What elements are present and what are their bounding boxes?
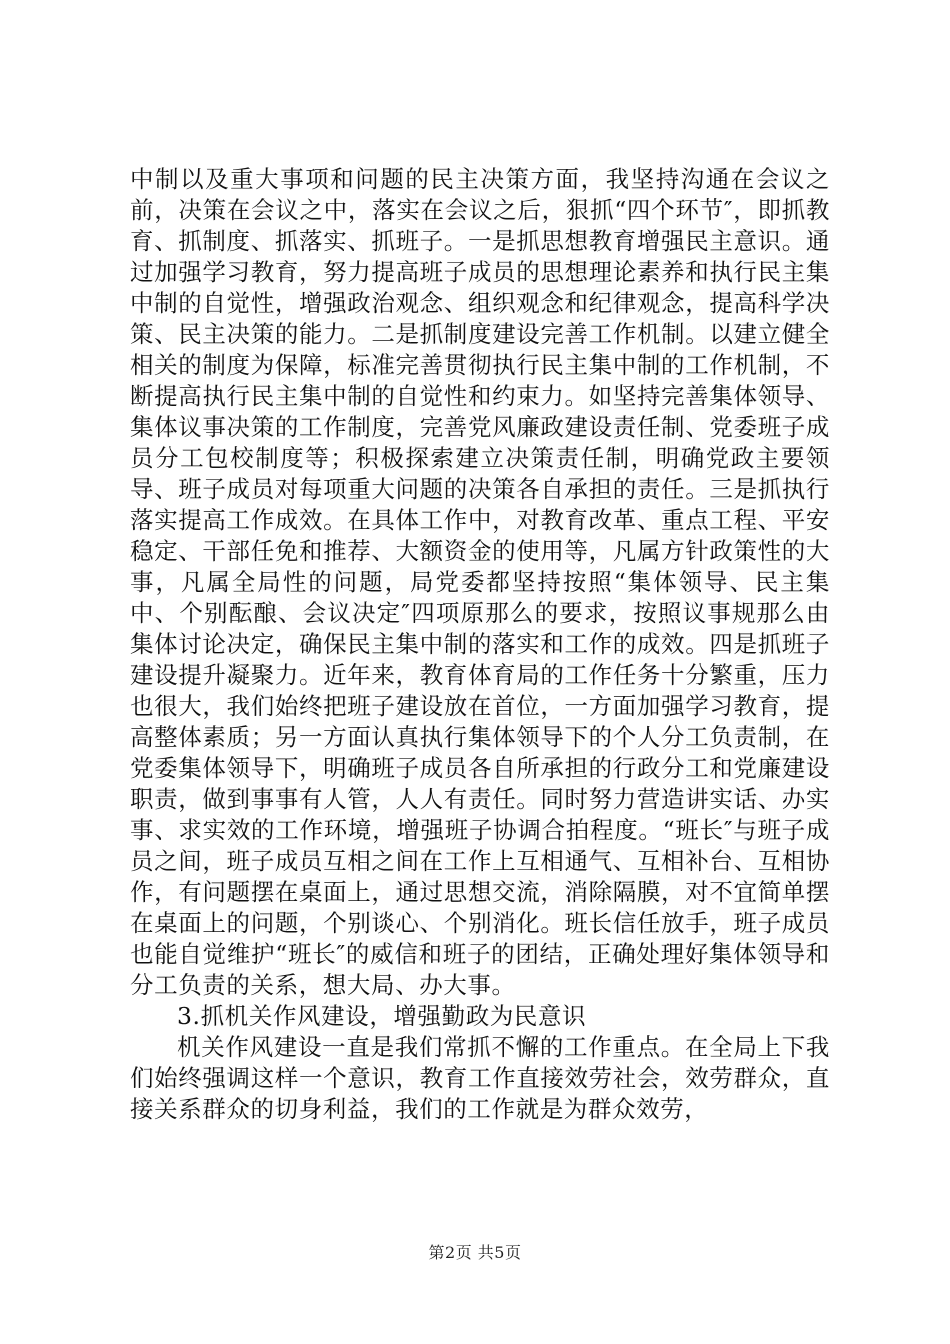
body-paragraph-1: 中制以及重大事项和问题的民主决策方面，我坚持沟通在会议之前，决策在会议之中，落实在会议之后，狠抓“四个环节″，即抓教育、抓制度、抓落实、抓班子。一是抓思想教育增强民主意识。通过加强学习教育，努力提高班子成员的思想理论素养和执行民主集中制的自觉性，增强政治观念、组织观念和纪律观念，提高科学决策、民主决策的能力。二是抓制度建设完善工作机制。以建立健全相关的制度为保障，标准完善贯彻执行民主集中制的工作机制，不断提高执行民主集中制的自觉性和约束力。如坚持完善集体领导、集体议事决策的工作制度，完善党风廉政建设责任制、党委班子成员分工包校制度等；积极探索建立决策责任制，明确党政主要领导、班子成员对每项重大问题的决策各自承担的责任。三是抓执行落实提高工作成效。在具体工作中，对教育改革、重点工程、平安稳定、干部任免和推荐、大额资金的使用等，凡属方针政策性的大事，凡属全局性的问题，局党委都坚持按照“集体领导、民主集中、个别酝酿、会议决定″四项原那么的要求，按照议事规那么由集体讨论决定，确保民主集中制的落实和工作的成效。四是抓班子建设提升凝聚力。近年来，教育体育局的工作任务十分繁重，压力也很大，我们始终把班子建设放在首位，一方面加强学习教育，提高整体素质；另一方面认真执行集体领导下的个人分工负责制，在党委集体领导下，明确班子成员各自所承担的行政分工和党廉建设职责，做到事事有人管，人人有责任。同时努力营造讲实话、办实事、求实效的工作环境，增强班子协调合拍程度。“班长″与班子成员之间，班子成员互相之间在工作上互相通气、互相补台、互相协作，有问题摆在桌面上，通过思想交流，消除隔膜，对不宜简单摆在桌面上的问题，个别谈心、个别消化。班长信任放手，班子成员也能自觉维护“班长″的威信和班子的团结，正确处理好集体领导和分工负责的关系，想大局、办大事。 <box>130 165 830 999</box>
body-paragraph-2: 机关作风建设一直是我们常抓不懈的工作重点。在全局上下我们始终强调这样一个意识，教育工作直接效劳社会，效劳群众，直接关系群众的切身利益，我们的工作就是为群众效劳， <box>130 1033 830 1123</box>
page-footer: 第2页 共5页 <box>428 1243 522 1262</box>
section-heading: 3.抓机关作风建设，增强勤政为民意识 <box>177 1002 587 1030</box>
document-body <box>130 164 830 1125</box>
